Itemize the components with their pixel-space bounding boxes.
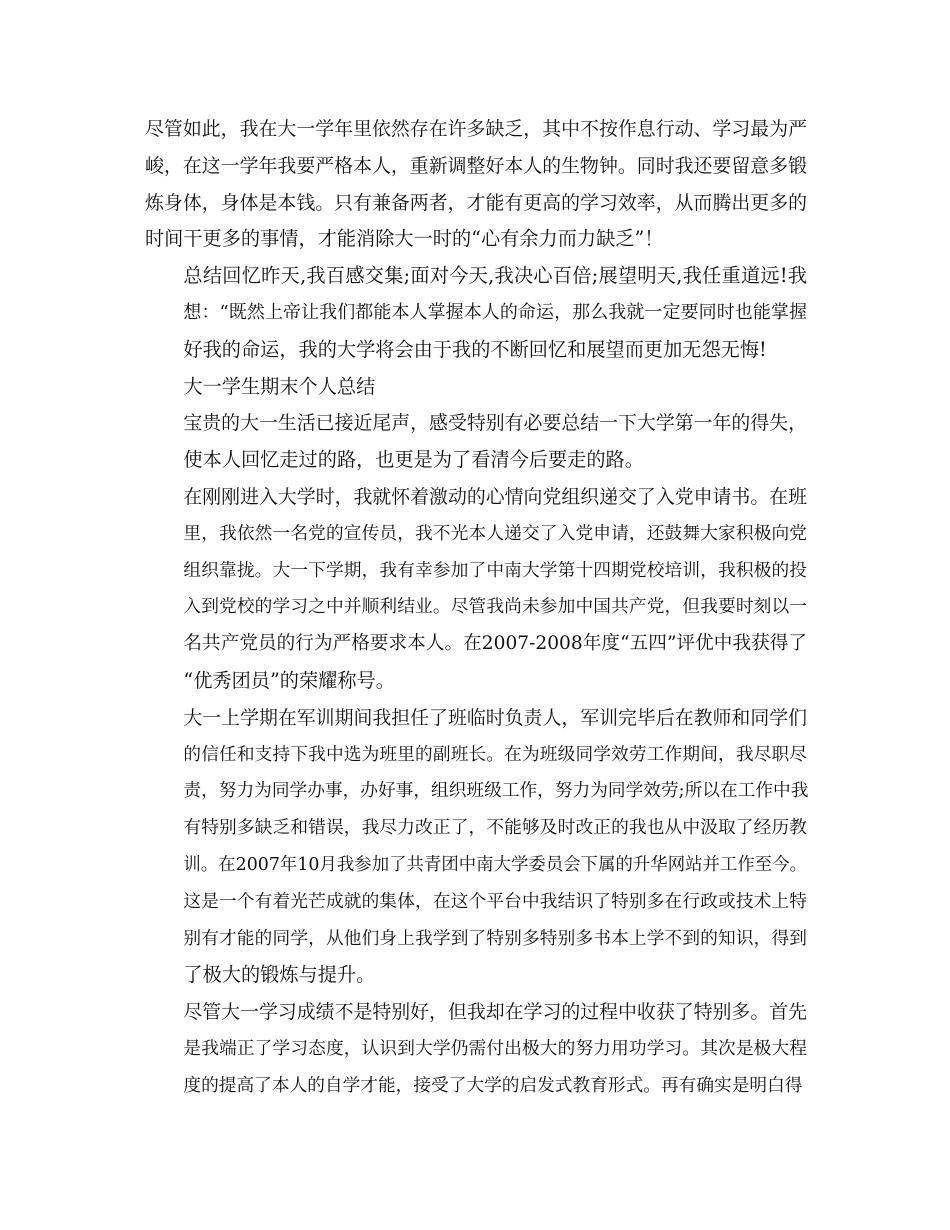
text-line: 大一学生期末个人总结 bbox=[183, 374, 376, 398]
text-line: 里，我依然一名党的宣传员，我不光本人递交了入党申请，还鼓舞大家积极向党 bbox=[183, 523, 807, 544]
text-line: 的信任和支持下我中选为班里的副班长。在为班级同学效劳工作期间，我尽职尽 bbox=[183, 744, 807, 765]
text-line: 时间干更多的事情，才能消除大一时的“心有余力而力缺乏”！ bbox=[145, 227, 664, 251]
text-line: 使本人回忆走过的路，也更是为了看清今后要走的路。 bbox=[183, 448, 644, 472]
text-line: 大一上学期在军训期间我担任了班临时负责人，军训完毕后在教师和同学们 bbox=[183, 706, 807, 729]
text-line: “优秀团员”的荣耀称号。 bbox=[183, 668, 395, 692]
text-line: 宝贵的大一生活已接近尾声，感受特别有必要总结一下大学第一年的得失， bbox=[183, 412, 807, 435]
paragraph bbox=[145, 258, 807, 368]
text-line: 总结回忆昨天,我百感交集;面对今天,我决心百倍;展望明天,我任重道远!我 bbox=[183, 264, 807, 288]
document-body bbox=[145, 111, 807, 1105]
text-line: 别有才能的同学，从他们身上我学到了特别多特别多书本上学不到的知识，得到 bbox=[183, 928, 807, 949]
text-line: 责，努力为同学办事，办好事，组织班级工作，努力为同学效劳;所以在工作中我 bbox=[183, 781, 809, 802]
paragraph bbox=[145, 405, 807, 479]
paragraph bbox=[145, 994, 807, 1104]
text-line: 尽管大一学习成绩不是特别好，但我却在学习的过程中收获了特别多。首先 bbox=[183, 1001, 807, 1024]
text-line: 好我的命运，我的大学将会由于我的不断回忆和展望而更加无怨无悔! bbox=[183, 337, 767, 361]
text-line: 这是一个有着光芒成就的集体，在这个平台中我结识了特别多在行政或技术上特 bbox=[183, 891, 807, 912]
text-line: 想：“既然上帝让我们都能本人掌握本人的命运，那么我就一定要同时也能掌握 bbox=[183, 301, 807, 323]
text-line: 炼身体，身体是本钱。只有兼备两者，才能有更高的学习效率，从而腾出更多的 bbox=[145, 191, 807, 214]
text-line: 是我端正了学习态度，认识到大学仍需付出极大的努力用功学习。其次是极大程 bbox=[183, 1038, 807, 1059]
paragraph bbox=[145, 700, 807, 994]
text-line: 尽管如此，我在大一学年里依然存在许多缺乏，其中不按作息行动、学习最为严 bbox=[145, 118, 807, 140]
text-line: 名共产党员的行为严格要求本人。在2007-2008年度“五四”评优中我获得了 bbox=[183, 633, 807, 655]
paragraph bbox=[145, 479, 807, 700]
text-line: 了极大的锻炼与提升。 bbox=[183, 963, 376, 987]
text-line: 峻，在这一学年我要严格本人，重新调整好本人的生物钟。同时我还要留意多锻 bbox=[145, 154, 807, 177]
text-line: 有特别多缺乏和错误，我尽力改正了，不能够及时改正的我也从中汲取了经历教 bbox=[183, 818, 807, 839]
text-line: 训。在2007年10月我参加了共青团中南大学委员会下属的升华网站并工作至今。 bbox=[183, 854, 807, 875]
paragraph bbox=[145, 111, 807, 258]
text-line: 在刚刚进入大学时，我就怀着激动的心情向党组织递交了入党申请书。在班 bbox=[183, 485, 807, 508]
text-line: 入到党校的学习之中并顺利结业。尽管我尚未参加中国共产党，但我要时刻以一 bbox=[183, 597, 807, 618]
paragraph bbox=[145, 369, 807, 406]
text-line: 组织靠拢。大一下学期，我有幸参加了中南大学第十四期党校培训，我积极的投 bbox=[183, 560, 807, 581]
text-line: 度的提高了本人的自学才能，接受了大学的启发式教育形式。再有确实是明白得 bbox=[183, 1075, 803, 1096]
